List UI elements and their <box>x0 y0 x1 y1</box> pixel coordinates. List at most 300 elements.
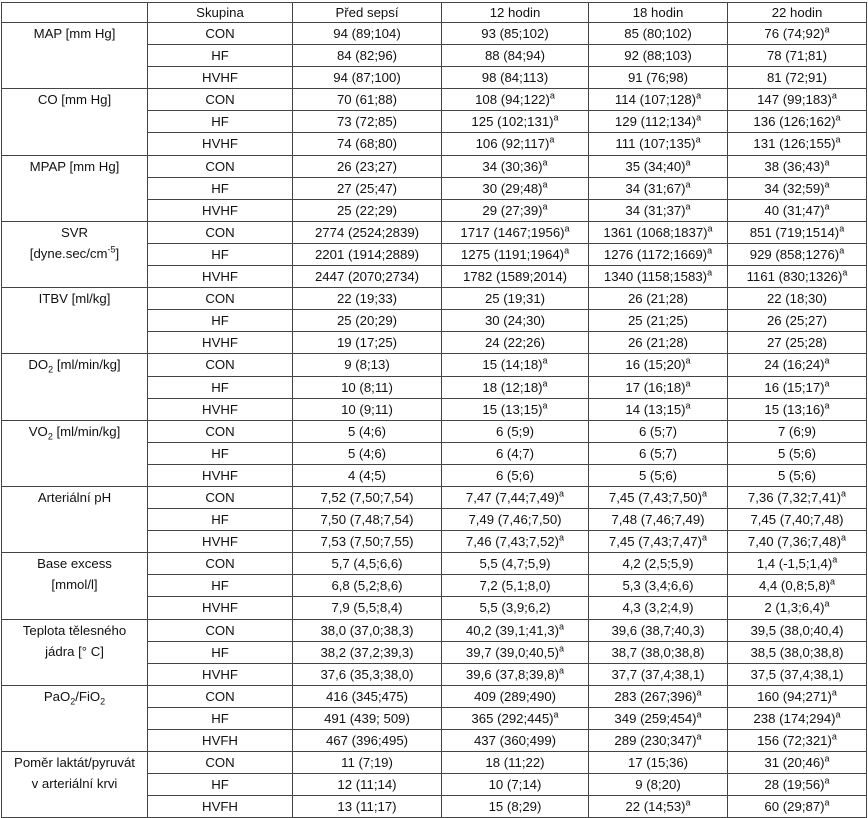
value-cell <box>442 752 589 774</box>
group-cell: HF <box>148 177 293 199</box>
value-cell <box>728 45 867 67</box>
value-text: 6 (5;9) <box>495 423 535 439</box>
value-cell <box>293 133 442 155</box>
value-text: 70 (61;88) <box>336 92 398 108</box>
significance-marker: a <box>830 576 836 587</box>
value-text: 37,5 (37,4;38,1) <box>750 666 844 682</box>
group-cell: HF <box>148 575 293 597</box>
value-text: 39,6 (37,8;39,8) <box>465 666 560 682</box>
value-text: 85 (80;102) <box>624 26 692 41</box>
value-cell <box>293 730 442 752</box>
value-text: 24 (22;26) <box>484 335 546 351</box>
value-cell <box>442 442 589 464</box>
value-text: 15 (13;16) <box>764 401 825 417</box>
significance-marker: a <box>542 157 548 168</box>
value-text: 40 (31;47) <box>764 202 825 218</box>
value-cell <box>589 663 728 685</box>
parameter-cell <box>2 23 148 89</box>
value-cell <box>589 752 728 774</box>
value-cell <box>728 730 867 752</box>
value-cell <box>293 398 442 420</box>
parameter-label-line: $DO_2$ [ml/min/kg] <box>28 357 121 376</box>
value-text: 437 (360;499) <box>473 733 557 748</box>
value-text: 18 (12;18) <box>482 379 543 395</box>
value-text: 4,3 (3,2;4,9) <box>622 600 694 616</box>
significance-marker: a <box>685 400 691 411</box>
significance-marker: a <box>542 400 548 411</box>
significance-marker: a <box>696 709 702 720</box>
significance-marker: a <box>831 687 837 698</box>
parameter-label-line: MAP [mm Hg] <box>33 26 116 41</box>
value-text: 129 (112;134) <box>614 114 697 130</box>
value-cell <box>589 796 728 818</box>
value-text: 1276 (1172;1669) <box>603 246 708 262</box>
parameter-label-line: Arteriální pH <box>37 489 112 505</box>
group-cell: CON <box>148 155 293 177</box>
value-text: 147 (99;183) <box>757 92 832 108</box>
value-text: 136 (126;162) <box>753 114 836 130</box>
value-text: 7,47 (7,44;7,49) <box>465 489 560 505</box>
value-text: 5 (4;6) <box>347 423 387 439</box>
value-cell <box>728 553 867 575</box>
value-cell <box>442 111 589 133</box>
value-cell <box>442 221 589 243</box>
value-text: 7 (6;9) <box>777 423 817 439</box>
significance-marker: a <box>835 709 841 720</box>
parameter-label-line: v arteriální krvi <box>31 776 118 792</box>
value-cell <box>293 531 442 553</box>
value-cell <box>589 177 728 199</box>
value-cell <box>728 133 867 155</box>
significance-marker: a <box>564 245 570 256</box>
significance-marker: a <box>685 356 691 367</box>
value-text: 93 (85;102) <box>481 26 549 41</box>
value-cell <box>293 685 442 707</box>
value-text: 349 (259;454) <box>614 710 697 726</box>
table-row <box>2 685 867 707</box>
value-text: 5 (5;6) <box>638 467 678 483</box>
value-text: 7,52 (7,50;7,54) <box>320 489 414 505</box>
value-cell <box>589 553 728 575</box>
table-row <box>2 354 867 376</box>
group-cell: HVFH <box>148 730 293 752</box>
parameter-label-line: PaO$_2$/FiO$_2$ <box>43 688 106 707</box>
significance-marker: a <box>702 532 708 543</box>
header-cell-12-hodin: 12 hodin <box>442 3 589 23</box>
value-cell <box>589 332 728 354</box>
value-text: 27 (25;47) <box>336 180 398 196</box>
value-text: 929 (858;1276) <box>749 246 840 262</box>
value-text: 25 (20;29) <box>336 313 398 329</box>
value-cell <box>442 420 589 442</box>
significance-marker: a <box>831 90 837 101</box>
parameter-label-line: Poměr laktát/pyruvát <box>14 755 135 771</box>
table-row <box>2 23 867 45</box>
value-text: 94 (89;104) <box>333 26 401 41</box>
parameter-label-line: CO [mm Hg] <box>37 92 112 108</box>
significance-marker: a <box>824 378 830 389</box>
group-cell: HF <box>148 243 293 265</box>
significance-marker: a <box>559 665 565 676</box>
value-text: 27 (25;28) <box>766 335 828 351</box>
value-cell <box>589 486 728 508</box>
value-cell <box>293 23 442 45</box>
group-cell: HVHF <box>148 464 293 486</box>
value-cell <box>293 354 442 376</box>
value-text: 19 (17;25) <box>336 335 398 351</box>
value-text: 31 (20;46) <box>764 755 825 771</box>
parameter-cell <box>2 89 148 155</box>
value-cell <box>442 685 589 707</box>
value-text: 9 (8;13) <box>344 357 390 373</box>
value-text: 1161 (830;1326) <box>746 269 843 285</box>
value-cell <box>589 707 728 729</box>
significance-marker: a <box>696 90 702 101</box>
value-cell <box>728 243 867 265</box>
value-cell <box>293 553 442 575</box>
value-text: 22 (18;30) <box>766 291 828 307</box>
value-cell <box>728 67 867 89</box>
value-text: 2 (1,3;6,4) <box>764 600 825 616</box>
table-row <box>2 619 867 641</box>
value-cell <box>728 376 867 398</box>
significance-marker: a <box>835 112 841 123</box>
value-text: 74 (68;80) <box>336 136 398 152</box>
value-cell <box>442 243 589 265</box>
value-cell <box>589 597 728 619</box>
value-text: 30 (24;30) <box>484 313 546 329</box>
significance-marker: a <box>824 179 830 190</box>
value-cell <box>589 685 728 707</box>
table-row <box>2 553 867 575</box>
value-cell <box>442 663 589 685</box>
value-cell <box>442 89 589 111</box>
value-text: 24 (16;24) <box>764 357 825 373</box>
header-cell-pred-sepsi: Před sepsí <box>293 3 442 23</box>
value-text: 39,6 (38,7;40,3) <box>611 622 705 638</box>
table-row <box>2 288 867 310</box>
value-text: 283 (267;396) <box>614 688 697 704</box>
value-text: 40,2 (39,1;41,3) <box>465 622 560 638</box>
value-cell <box>293 707 442 729</box>
significance-marker: a <box>839 245 845 256</box>
value-cell <box>589 221 728 243</box>
value-cell <box>293 619 442 641</box>
value-text: 13 (11;17) <box>337 799 397 815</box>
value-cell <box>293 332 442 354</box>
value-text: 289 (230;347) <box>614 733 697 748</box>
group-cell: HVHF <box>148 133 293 155</box>
group-cell: CON <box>148 420 293 442</box>
value-text: 16 (15;20) <box>625 357 686 373</box>
value-text: 26 (23;27) <box>336 158 398 174</box>
parameter-cell <box>2 486 148 552</box>
value-cell <box>293 774 442 796</box>
table-body <box>2 23 867 818</box>
value-cell <box>442 774 589 796</box>
value-cell <box>293 464 442 486</box>
value-text: 25 (19;31) <box>484 291 546 307</box>
significance-marker: a <box>835 135 841 146</box>
value-cell <box>293 155 442 177</box>
value-text: 88 (84;94) <box>484 48 546 64</box>
value-text: 7,45 (7,43;7,50) <box>608 489 703 505</box>
value-cell <box>589 111 728 133</box>
parameter-cell <box>2 221 148 287</box>
value-cell <box>589 89 728 111</box>
group-cell: HF <box>148 111 293 133</box>
significance-marker: a <box>824 356 830 367</box>
value-text: 26 (21;28) <box>627 291 689 307</box>
significance-marker: a <box>695 135 701 146</box>
value-cell <box>728 796 867 818</box>
value-cell <box>589 464 728 486</box>
value-text: 12 (11;14) <box>337 777 397 793</box>
value-text: 11 (7;19) <box>341 755 393 771</box>
value-text: 37,7 (37,4;38,1) <box>611 666 705 682</box>
parameter-cell <box>2 685 148 751</box>
table-row <box>2 89 867 111</box>
group-cell: HF <box>148 641 293 663</box>
group-cell: CON <box>148 23 293 45</box>
significance-marker: a <box>824 775 830 786</box>
value-text: 5,5 (3,9;6,2) <box>479 600 551 616</box>
value-text: 94 (87;100) <box>333 70 401 86</box>
significance-marker: a <box>841 488 847 499</box>
value-text: 84 (82;96) <box>336 48 398 64</box>
value-text: 7,46 (7,43;7,52) <box>465 534 560 550</box>
value-cell <box>442 177 589 199</box>
value-text: 15 (14;18) <box>482 357 543 373</box>
header-cell-22-hodin: 22 hodin <box>728 3 867 23</box>
value-cell <box>728 442 867 464</box>
parameter-label-line: SVR <box>60 224 89 240</box>
value-cell <box>293 288 442 310</box>
value-text: 7,40 (7,36;7,48) <box>747 534 842 550</box>
value-cell <box>589 641 728 663</box>
group-cell: HF <box>148 45 293 67</box>
value-cell <box>589 155 728 177</box>
parameter-cell <box>2 288 148 354</box>
value-cell <box>728 509 867 531</box>
value-text: 7,45 (7,43;7,47) <box>608 534 703 550</box>
parameter-label-line: MPAP [mm Hg] <box>29 158 120 174</box>
value-text: 1361 (1068;1837) <box>603 224 708 240</box>
value-text: 92 (88;103) <box>624 48 692 64</box>
value-cell <box>442 531 589 553</box>
value-cell <box>589 509 728 531</box>
value-cell <box>293 89 442 111</box>
value-cell <box>293 752 442 774</box>
significance-marker: a <box>841 532 847 543</box>
value-text: 26 (25;27) <box>766 313 828 329</box>
value-text: 4,2 (2,5;5,9) <box>622 556 694 572</box>
value-cell <box>442 398 589 420</box>
value-text: 17 (15;36) <box>627 755 689 771</box>
value-cell <box>728 420 867 442</box>
value-text: 30 (29;48) <box>482 180 543 196</box>
significance-marker: a <box>549 135 555 146</box>
value-cell <box>589 398 728 420</box>
value-cell <box>589 45 728 67</box>
group-cell: HVHF <box>148 398 293 420</box>
value-cell <box>589 730 728 752</box>
value-text: 1717 (1467;1956) <box>460 224 565 240</box>
value-text: 1782 (1589;2014) <box>462 269 568 285</box>
parameter-cell <box>2 420 148 486</box>
value-cell <box>728 155 867 177</box>
group-cell: HF <box>148 442 293 464</box>
value-cell <box>728 288 867 310</box>
value-cell <box>442 641 589 663</box>
value-text: 5 (4;6) <box>347 445 387 461</box>
value-cell <box>589 266 728 288</box>
value-text: 10 (9;11) <box>341 401 393 417</box>
group-cell: HF <box>148 774 293 796</box>
parameter-label-line: $VO_2$ [ml/min/kg] <box>28 423 121 442</box>
value-cell <box>293 243 442 265</box>
significance-marker: a <box>824 201 830 212</box>
value-cell <box>728 332 867 354</box>
value-cell <box>442 199 589 221</box>
value-cell <box>728 354 867 376</box>
group-cell: CON <box>148 685 293 707</box>
significance-marker: a <box>542 179 548 190</box>
value-cell <box>589 575 728 597</box>
value-cell <box>293 310 442 332</box>
significance-marker: a <box>707 245 713 256</box>
value-text: 22 (14;53) <box>625 799 686 815</box>
value-cell <box>442 575 589 597</box>
value-text: 5 (5;6) <box>777 467 817 483</box>
significance-marker: a <box>553 709 559 720</box>
value-cell <box>293 266 442 288</box>
value-cell <box>589 442 728 464</box>
value-cell <box>293 45 442 67</box>
value-cell <box>589 288 728 310</box>
parameter-label-line: [mmol/l] <box>51 577 98 593</box>
value-cell <box>442 509 589 531</box>
value-text: 25 (21;25) <box>627 313 689 329</box>
value-text: 409 (289;490) <box>473 688 557 704</box>
group-cell: HVHF <box>148 332 293 354</box>
group-cell: CON <box>148 752 293 774</box>
significance-marker: a <box>824 753 830 764</box>
significance-marker: a <box>707 267 713 278</box>
value-text: 98 (84;113) <box>481 70 549 86</box>
value-cell <box>589 420 728 442</box>
value-text: 18 (11;22) <box>485 755 545 771</box>
group-cell: HF <box>148 707 293 729</box>
significance-marker: a <box>696 687 702 698</box>
value-cell <box>293 442 442 464</box>
significance-marker: a <box>832 554 838 565</box>
value-cell <box>728 619 867 641</box>
significance-marker: a <box>824 400 830 411</box>
group-cell: HVHF <box>148 266 293 288</box>
value-cell <box>442 45 589 67</box>
value-text: 38,7 (38,0;38,8) <box>611 644 705 660</box>
value-cell <box>589 774 728 796</box>
value-text: 91 (76;98) <box>627 70 689 86</box>
value-cell <box>293 486 442 508</box>
value-text: 38,2 (37,2;39,3) <box>320 644 414 660</box>
value-cell <box>728 199 867 221</box>
value-cell <box>293 111 442 133</box>
value-text: 22 (19;33) <box>336 291 398 307</box>
value-cell <box>728 23 867 45</box>
group-cell: HVFH <box>148 796 293 818</box>
value-cell <box>442 553 589 575</box>
parameter-cell <box>2 354 148 420</box>
value-text: 7,45 (7,40;7,48) <box>750 512 844 528</box>
value-cell <box>442 376 589 398</box>
value-cell <box>293 199 442 221</box>
value-text: 10 (8;11) <box>341 379 393 395</box>
value-cell <box>442 332 589 354</box>
value-text: 10 (7;14) <box>488 777 542 793</box>
value-text: 7,36 (7,32;7,41) <box>747 489 842 505</box>
value-text: 35 (34;40) <box>625 158 686 174</box>
value-cell <box>728 464 867 486</box>
significance-marker: a <box>842 267 848 278</box>
value-text: 2774 (2524;2839) <box>314 224 420 240</box>
value-text: 60 (29;87) <box>764 799 825 815</box>
group-cell: HF <box>148 509 293 531</box>
value-cell <box>728 774 867 796</box>
parameter-label-line: Teplota tělesného <box>22 622 127 638</box>
significance-marker: a <box>824 599 830 610</box>
value-cell <box>589 133 728 155</box>
value-text: 7,48 (7,46;7,49) <box>611 512 705 528</box>
value-cell <box>589 310 728 332</box>
header-cell-parameter <box>2 3 148 23</box>
value-cell <box>442 133 589 155</box>
significance-marker: a <box>553 112 559 123</box>
value-cell <box>728 266 867 288</box>
value-text: 15 (8;29) <box>488 799 542 815</box>
value-cell <box>442 155 589 177</box>
value-cell <box>589 243 728 265</box>
value-text: 108 (94;122) <box>475 92 550 108</box>
value-text: 1340 (1158;1583) <box>603 269 708 285</box>
significance-marker: a <box>559 488 565 499</box>
parameter-label-line: Base excess <box>37 556 112 572</box>
value-cell <box>442 67 589 89</box>
value-text: 29 (27;39) <box>482 202 543 218</box>
parameter-cell <box>2 553 148 619</box>
group-cell: HF <box>148 310 293 332</box>
value-cell <box>442 354 589 376</box>
value-cell <box>293 575 442 597</box>
value-text: 6 (5;7) <box>638 423 678 439</box>
value-text: 5,7 (4,5;6,6) <box>331 556 403 572</box>
value-cell <box>442 619 589 641</box>
value-cell <box>728 486 867 508</box>
value-text: 38,0 (37,0;38,3) <box>320 622 414 638</box>
value-text: 34 (30;36) <box>482 158 543 174</box>
group-cell: CON <box>148 221 293 243</box>
header-cell-skupina: Skupina <box>148 3 293 23</box>
value-text: 4,4 (0,8;5,8) <box>758 578 831 594</box>
value-cell <box>442 486 589 508</box>
significance-marker: a <box>685 157 691 168</box>
table-row <box>2 221 867 243</box>
value-text: 76 (74;92) <box>764 26 825 41</box>
value-text: 131 (126;155) <box>753 136 836 152</box>
significance-marker: a <box>839 223 845 234</box>
value-cell <box>442 310 589 332</box>
